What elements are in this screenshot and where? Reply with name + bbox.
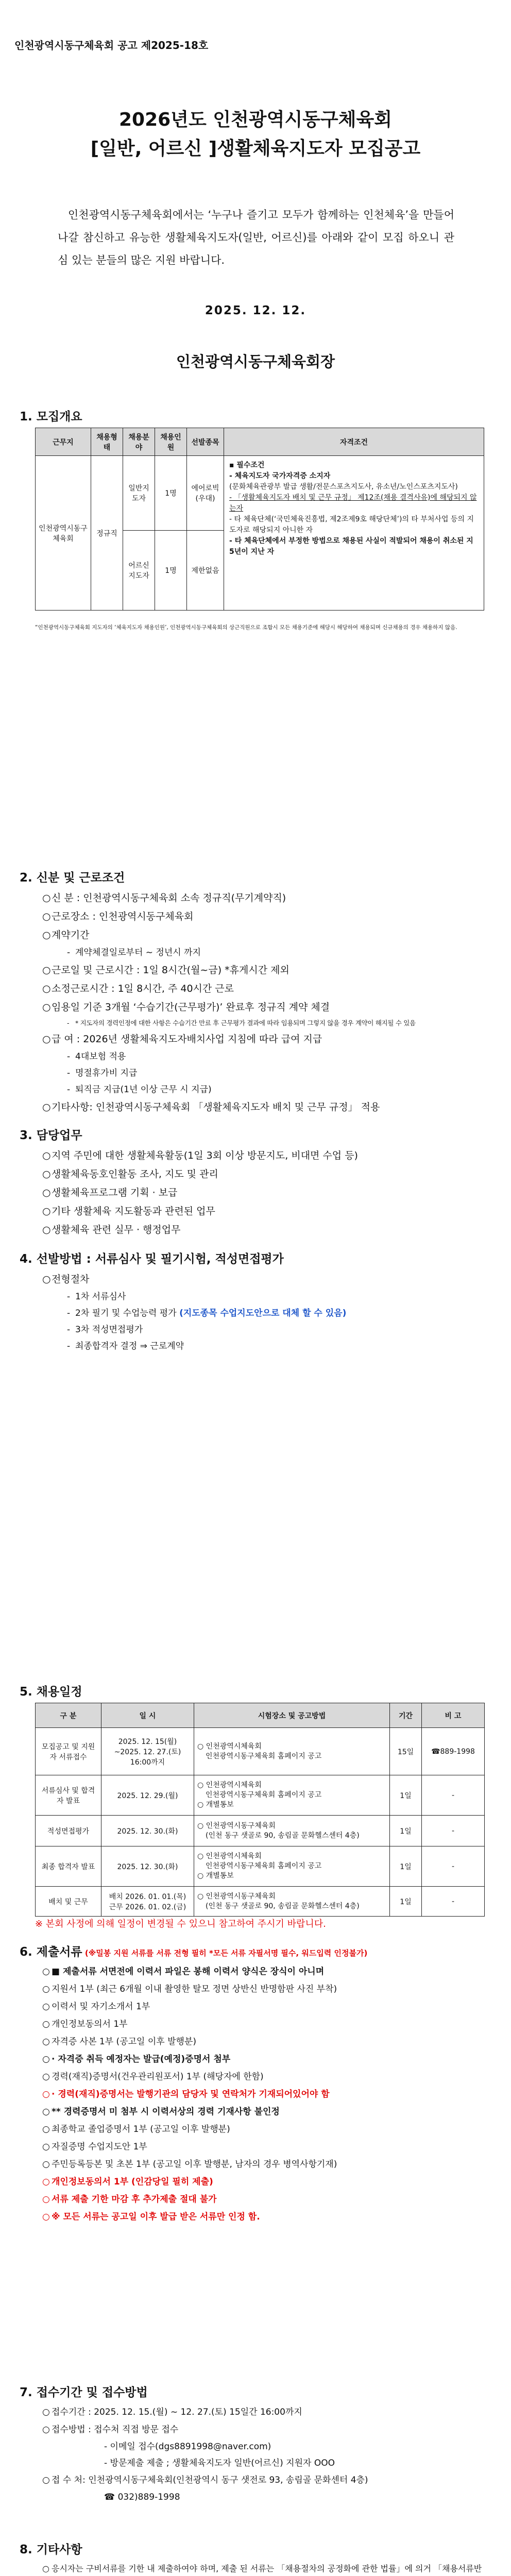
- schedule-place-line: ○ 개별통보: [197, 1872, 234, 1880]
- condition-item: ○ 임용일 기준 3개월 ‘수습기간(근무평가)’ 완료후 정규직 계약 체결: [42, 998, 485, 1016]
- schedule-note: -: [422, 1816, 485, 1846]
- condition-item: - 계약체결일로부터 ~ 정년시 까지: [42, 944, 485, 961]
- schedule-row: [36, 1816, 485, 1846]
- schedule-place-line: ○ 인천광역시체육회: [197, 1781, 262, 1789]
- schedule-place-line: ○ 인천광역시체육회: [197, 1742, 262, 1751]
- section6-heading: [20, 1942, 367, 1959]
- section8-heading: 8. 기타사항: [20, 2543, 82, 2556]
- document-item: ○ 서류 제출 기한 마감 후 추가제출 절대 불가: [42, 2191, 485, 2208]
- schedule-header-datetime: 일 시: [101, 1703, 194, 1728]
- notice-title-line1: 2026년도 인천광역시동구체육회: [118, 109, 393, 130]
- document-item: ○ 자질증명 수업지도안 1부: [42, 2138, 485, 2156]
- qual-title: ▪ 필수조건: [229, 461, 265, 469]
- schedule-place: [194, 1887, 390, 1917]
- cell-count-senior: 1명: [155, 531, 187, 611]
- schedule-place-line: 인천광역시동구체육회 홈페이지 공고: [206, 1752, 322, 1760]
- condition-item: ○ 기타사항: 인천광역시동구체육회 「생활체육지도자 배치 및 근무 규정」 적용: [42, 1098, 485, 1116]
- cell-employment-type: 정규직: [91, 456, 123, 611]
- schedule-place: [194, 1846, 390, 1887]
- document-item: ○ 최종학교 졸업증명서 1부 (공고일 이후 발행분): [42, 2121, 485, 2138]
- duty-item: ○ 지역 주민에 대한 생활체육활동(1일 3회 이상 방문지도, 비대면 수업 등): [42, 1146, 485, 1165]
- notice-reference-number: 인천광역시동구체육회 공고 제2025-18호: [14, 39, 209, 52]
- schedule-place-line: 인천광역시동구체육회 홈페이지 공고: [206, 1791, 322, 1799]
- schedule-place-line: ○ 인천광역시동구체육회: [197, 1821, 276, 1830]
- schedule-header-note: 비 고: [422, 1703, 485, 1728]
- condition-item: ○ 신 분 : 인천광역시동구체육회 소속 정규직(무기계약직): [42, 889, 485, 907]
- schedule-change-note: ※ 본회 사정에 의해 일정이 변경될 수 있으니 참고하여 주시기 바랍니다.: [35, 1919, 326, 1929]
- schedule-note: -: [422, 1775, 485, 1816]
- schedule-datetime: 배치 2026. 01. 01.(목) 근무 2026. 01. 02.(금): [101, 1887, 194, 1917]
- schedule-header-category: 구 분: [36, 1703, 101, 1728]
- document-item: ○ 주민등록등본 및 초본 1부 (공고일 이후 발행분, 남자의 경우 병역사항기재): [42, 2156, 485, 2173]
- document-item: ○ 이력서 및 자기소개서 1부: [42, 1998, 485, 2015]
- work-conditions-list: [42, 889, 485, 1116]
- selection-step: [42, 1270, 485, 1289]
- notice-date: 2025. 12. 12.: [205, 304, 306, 317]
- selection-step: [42, 1321, 485, 1338]
- cell-field-general: 일반지도자: [123, 456, 155, 531]
- condition-item: ○ 계약기간: [42, 926, 485, 944]
- schedule-place: [194, 1816, 390, 1846]
- section6-heading-note: (※밀봉 지원 서류를 서류 전형 필히 *모든 서류 자필서명 필수, 워드입력 인정불가): [82, 1948, 368, 1958]
- application-item: - 이메일 접수(dgs8891998@naver.com): [104, 2442, 271, 2452]
- section1-heading: 1. 모집개요: [20, 410, 82, 423]
- schedule-category: 배치 및 근무: [36, 1887, 101, 1917]
- schedule-note: -: [422, 1887, 485, 1917]
- schedule-datetime: 2025. 12. 29.(월): [101, 1775, 194, 1816]
- duty-item: ○ 기타 생활체육 지도활동과 관련된 업무: [42, 1202, 485, 1221]
- cell-sport-senior: 제한없음: [187, 531, 224, 611]
- cell-field-senior: 어르신지도자: [123, 531, 155, 611]
- schedule-period: 1일: [390, 1887, 422, 1917]
- section2-heading: 2. 신분 및 근로조건: [20, 871, 125, 885]
- intro-paragraph: 인천광역시동구체육회에서는 ‘누구나 즐기고 모두가 함께하는 인천체육’을 만들어 나갈 참신하고 유능한 생활체육지도자(일반, 어르신)를 아래와 같이 모집 하오니 관심 있는 분들의 많은 지원 바랍니다.: [58, 209, 454, 266]
- schedule-header-place: 시험장소 및 공고방법: [194, 1703, 390, 1728]
- qual-line1: - 체육지도자 국가자격증 소지자: [229, 472, 331, 480]
- cell-workplace: 인천광역시동구체육회: [36, 456, 91, 611]
- application-method-list: [42, 2403, 485, 2505]
- selection-step-text: 3차 적성면접평가: [75, 1325, 143, 1335]
- other-notes-list: [42, 2561, 485, 2576]
- schedule-row: [36, 1887, 485, 1917]
- document-item: ○ ■ 제출서류 서면전에 이력서 파일은 봉해 이력서 양식은 장식이 아니며: [42, 1963, 485, 1980]
- schedule-place-line: (인천 동구 샛골로 90, 송림골 문화헬스센터 4층): [206, 1902, 360, 1910]
- application-item: ○ 접 수 처: 인천광역시동구체육회(인천광역시 동구 샛전로 93, 송림골 문화센터 4층): [42, 2471, 485, 2489]
- header-sport: 선발종목: [187, 428, 224, 456]
- cell-count-general: 1명: [155, 456, 187, 531]
- qual-line3: - 「생활체육지도자 배치 및 근무 규정」 제12조(채용 결격사유)에 해당되지 않는자: [229, 494, 477, 513]
- schedule-place: [194, 1775, 390, 1816]
- recruitment-overview-table: [35, 428, 484, 611]
- selection-step: [42, 1289, 485, 1305]
- header-employment-type: 채용형태: [91, 428, 123, 456]
- condition-item: ○ 근로일 및 근로시간 : 1일 8시간(월~금) *휴게시간 제외: [42, 961, 485, 979]
- schedule-datetime: 2025. 12. 30.(화): [101, 1846, 194, 1887]
- document-item: ○ ※ 모든 서류는 공고일 이후 발급 받은 서류만 인정 함.: [42, 2208, 485, 2226]
- section4-heading: 4. 선발방법 : 서류심사 및 필기시험, 적성면접평가: [20, 1252, 284, 1266]
- selection-step-text: 1차 서류심사: [75, 1292, 126, 1302]
- schedule-period: 15일: [390, 1728, 422, 1775]
- schedule-datetime: 2025. 12. 15(월) ~2025. 12. 27.(토) 16:00까지: [101, 1728, 194, 1775]
- qual-line2: (문화체육관광부 발급 생활/전문스포츠지도사, 유소년/노인스포츠지도사): [229, 483, 458, 491]
- condition-item: - 명절휴가비 지급: [42, 1065, 485, 1081]
- schedule-row: [36, 1846, 485, 1887]
- section1-footnote: “인천광역시동구체육회 지도자의 ‘체육지도자 채용인원’, 인천광역시동구체육회의 상근직원으로 조합시 모든 채용기준에 해당시 해당하여 채용되며 신규채용의 경우 채용하지 않음.: [35, 624, 457, 631]
- schedule-period: 1일: [390, 1775, 422, 1816]
- schedule-place-line: 인천광역시동구체육회 홈페이지 공고: [206, 1862, 322, 1870]
- condition-item: - * 지도자의 경력인정에 대한 사항은 수습기간 만료 후 근무평가 결과에 따라 임용되며 그렇지 않을 경우 계약이 해지될 수 있음: [42, 1016, 485, 1030]
- application-item: - 방문제출 제출 ; 생활체육지도자 일반(어르신) 지원자 OOO: [104, 2458, 335, 2468]
- section5-heading: 5. 채용일정: [20, 1685, 82, 1699]
- schedule-place-line: ○ 인천광역시동구체육회: [197, 1892, 276, 1901]
- schedule-note: -: [422, 1846, 485, 1887]
- schedule-place-line: (인천 동구 샛골로 90, 송림골 문화헬스센터 4층): [206, 1831, 360, 1840]
- schedule-category: 서류심사 및 합격자 발표: [36, 1775, 101, 1816]
- document-item: ○ 자격증 사본 1부 (공고일 이후 발행분): [42, 2033, 485, 2050]
- cell-qualifications: [224, 456, 484, 611]
- header-field: 채용분야: [123, 428, 155, 456]
- schedule-row: [36, 1728, 485, 1775]
- condition-item: ○ 근로장소 : 인천광역시동구체육회: [42, 907, 485, 926]
- selection-step-text: 2차 필기 및 수업능력 평가: [75, 1308, 180, 1318]
- application-item: ☎ 032)889-1998: [104, 2492, 180, 2502]
- qual-line5: - 타 체육단체에서 부정한 방법으로 채용된 사실이 적발되어 채용이 취소된 지 5년이 지난 자: [229, 537, 473, 556]
- duty-item: ○ 생활체육프로그램 기획 · 보급: [42, 1183, 485, 1202]
- notice-title: [0, 106, 511, 163]
- condition-item: ○ 소정근로시간 : 1일 8시간, 주 40시간 근로: [42, 979, 485, 998]
- schedule-period: 1일: [390, 1816, 422, 1846]
- document-item: ○ 경력(재직)증명서(건우관리원포서) 1부 (해당자에 한함): [42, 2068, 485, 2086]
- section3-heading: 3. 담당업무: [20, 1129, 82, 1142]
- application-item: ○ 접수방법 : 접수처 직접 방문 접수: [42, 2421, 485, 2438]
- selection-process-list: [42, 1270, 485, 1354]
- schedule-datetime: 2025. 12. 30.(화): [101, 1816, 194, 1846]
- selection-step: [42, 1338, 485, 1354]
- header-qualification: 자격조건: [224, 428, 484, 456]
- required-documents-list: [42, 1963, 485, 2226]
- schedule-category: 최종 합격자 발표: [36, 1846, 101, 1887]
- duties-list: [42, 1146, 485, 1239]
- header-count: 채용인원: [155, 428, 187, 456]
- cell-sport-general: 에어로빅(우대): [187, 456, 224, 531]
- selection-step-text: 전형절차: [52, 1274, 90, 1285]
- section7-heading: 7. 접수기간 및 접수방법: [20, 2386, 148, 2399]
- schedule-place-line: ○ 인천광역시체육회: [197, 1852, 262, 1860]
- header-workplace: 근무지: [36, 428, 91, 456]
- qual-line4: - 타 체육단체(‘국민체육진흥법, 제2조제9호 해당단체’)의 타 부처사업 등의 지도자로 해당되지 아니한 자: [229, 515, 474, 534]
- issuing-organization: 인천광역시동구체육회장: [176, 353, 335, 370]
- schedule-table: [35, 1703, 485, 1917]
- section6-title: 6. 제출서류: [20, 1945, 82, 1959]
- schedule-category: 적성면접평가: [36, 1816, 101, 1846]
- schedule-place-line: ○ 개별통보: [197, 1801, 234, 1809]
- duty-item: ○ 생활체육 관련 실무 · 행정업무: [42, 1221, 485, 1239]
- schedule-note: ☎889-1998: [422, 1728, 485, 1775]
- application-item: ○ 접수기간 : 2025. 12. 15.(월) ~ 12. 27.(토) 15일간 16:00까지: [42, 2403, 485, 2421]
- selection-step-text: 최종합격자 결정 ⇒ 근로계약: [75, 1341, 184, 1351]
- selection-step: [42, 1305, 485, 1321]
- document-item: ○ 지원서 1부 (최근 6개월 이내 촬영한 탈모 정면 상반신 반명함판 사진 부착): [42, 1980, 485, 1998]
- schedule-header-period: 기간: [390, 1703, 422, 1728]
- schedule-period: 1일: [390, 1846, 422, 1887]
- document-item: ○ ** 경력증명서 미 첨부 시 이력서상의 경력 기재사항 불인정: [42, 2103, 485, 2121]
- condition-item: - 퇴직금 지급(1년 이상 근무 시 지급): [42, 1081, 485, 1098]
- document-item: ○ · 자격증 취득 예정자는 발급(예정)증명서 첨부: [42, 2050, 485, 2068]
- schedule-place: [194, 1728, 390, 1775]
- other-note-item: ○ 응시자는 구비서류를 기한 내 제출하여야 하며, 제출 된 서류는 「채용절차의 공정화에 관한 법률」에 의거 「채용서류반: [42, 2561, 485, 2576]
- schedule-category: 모집공고 및 지원자 서류접수: [36, 1728, 101, 1775]
- document-item: ○ · 경력(재직)증명서는 발행기관의 담당자 및 연락처가 기재되어있어야 함: [42, 2086, 485, 2103]
- schedule-row: [36, 1775, 485, 1816]
- condition-item: ○ 급 여 : 2026년 생활체육지도자배치사업 지침에 따라 급여 지급: [42, 1030, 485, 1048]
- notice-title-line2: [일반, 어르신 ]생활체육지도자 모집공고: [90, 138, 421, 159]
- document-item: ○ 개인정보동의서 1부: [42, 2015, 485, 2033]
- selection-step-note: (지도종목 수업지도안으로 대체 할 수 있음): [179, 1308, 347, 1318]
- document-item: ○ 개인정보동의서 1부 (인감당일 필히 제출): [42, 2173, 485, 2191]
- duty-item: ○ 생활체육동호인활동 조사, 지도 및 관리: [42, 1165, 485, 1183]
- condition-item: - 4대보험 적용: [42, 1048, 485, 1065]
